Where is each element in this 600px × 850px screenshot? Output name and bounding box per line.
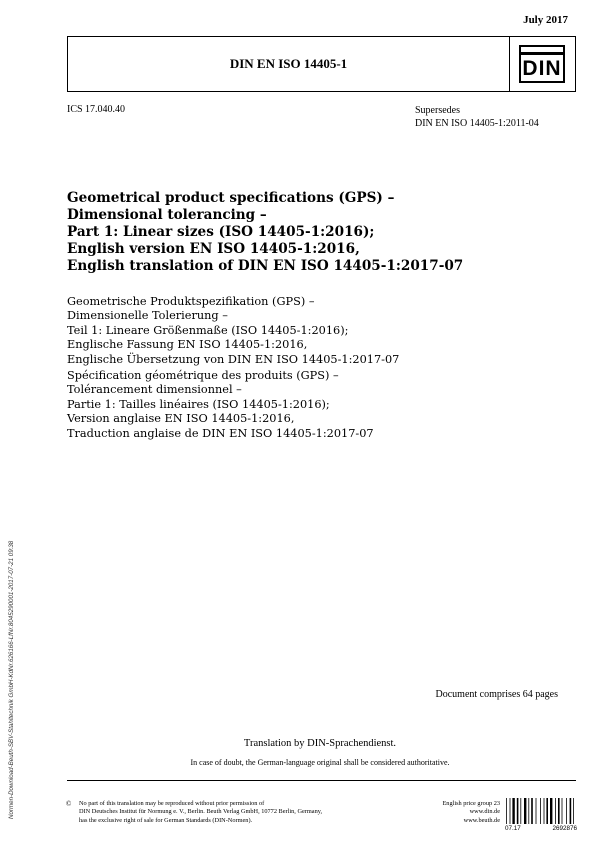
legal-line: DIN Deutsches Institut für Normung e. V., Berlin. Beuth Verlag GmbH, 10772 Berlin, Germany, — [79, 808, 323, 816]
title-line: Dimensional tolerancing – — [67, 207, 267, 223]
beuth-website: www.beuth.de — [463, 816, 500, 824]
barcode-bar — [558, 798, 560, 824]
barcode-bar — [546, 798, 548, 824]
title-line: Geometrical product specifications (GPS) – — [67, 190, 395, 206]
authority-note: In case of doubt, the German-language original shall be considered authoritative. — [190, 758, 450, 767]
barcode-bar — [566, 798, 567, 824]
legal-line: has the exclusive right of sale for German Standards (DIN-Normen). — [79, 816, 253, 824]
barcode-bar — [510, 798, 511, 824]
title-line: English translation of DIN EN ISO 14405-1:2017-07 — [67, 258, 464, 274]
barcode-bar — [528, 798, 529, 824]
title-line: Tolérancement dimensionnel – — [67, 383, 242, 397]
title-line: Englische Übersetzung von DIN EN ISO 14405-1:2017-07 — [67, 352, 400, 366]
title-line: Version anglaise EN ISO 14405-1:2016, — [67, 412, 295, 426]
barcode-numbers — [505, 825, 577, 832]
title-line: Spécification géométrique des produits (GPS) – — [67, 369, 339, 382]
supersedes-value: DIN EN ISO 14405-1:2011-04 — [415, 118, 539, 129]
title-line: Englische Fassung EN ISO 14405-1:2016, — [67, 338, 308, 352]
din-logo-bar — [521, 52, 563, 55]
barcode-bar — [573, 798, 574, 824]
title-english — [67, 190, 567, 275]
barcode-bar — [550, 798, 552, 824]
title-line: Geometrische Produktspezifikation (GPS) – — [67, 295, 315, 308]
footer-divider — [67, 780, 576, 781]
publication-date: July 2017 — [523, 14, 568, 26]
barcode-right-number: 2692876 — [552, 825, 577, 832]
legal-line: No part of this translation may be reproduced without prior permission of — [79, 800, 265, 807]
standard-number: DIN EN ISO 14405-1 — [68, 37, 510, 91]
barcode-bar — [570, 798, 572, 824]
pricing-info — [380, 800, 500, 825]
barcode-bar — [544, 798, 545, 824]
din-website: www.din.de — [469, 808, 500, 816]
din-logo — [519, 45, 565, 83]
title-line: Traduction anglaise de DIN EN ISO 14405-1:2017-07 — [67, 426, 374, 440]
din-logo-text: DIN — [522, 56, 562, 80]
title-line: Teil 1: Lineare Größenmaße (ISO 14405-1:2016); — [67, 323, 349, 337]
title-line: Partie 1: Tailles linéaires (ISO 14405-1:2016); — [67, 397, 330, 411]
translation-credit: Translation by DIN-Sprachendienst. — [243, 738, 397, 749]
barcode-left-number: 07.17 — [505, 825, 521, 832]
barcode-bar — [536, 798, 537, 824]
page-count: Document comprises 64 pages — [435, 689, 558, 700]
title-line: Dimensionelle Tolerierung – — [67, 309, 228, 323]
barcode-bar — [555, 798, 556, 824]
legal-notice — [79, 800, 379, 825]
barcode-bar — [524, 798, 526, 824]
download-side-note: Normen-Download-Beuth-SBV-Stahltechnik GmbH-KdNr.626166-LfNr.8045290001-2017-07-21 09:38 — [8, 540, 15, 819]
barcode-bar — [512, 798, 514, 824]
supersedes-label: Supersedes — [415, 105, 460, 116]
title-german — [67, 295, 567, 367]
barcode-bar — [562, 798, 563, 824]
barcode — [505, 798, 577, 824]
title-line: English version EN ISO 14405-1:2016, — [67, 241, 360, 257]
price-group: English price group 23 — [442, 800, 500, 807]
title-french — [67, 369, 567, 441]
barcode-bar — [506, 798, 507, 824]
supersedes-block — [415, 104, 539, 130]
barcode-bar — [520, 798, 521, 824]
barcode-bar — [540, 798, 541, 824]
title-line: Part 1: Linear sizes (ISO 14405-1:2016); — [67, 224, 375, 240]
header-frame — [67, 36, 576, 92]
ics-code: ICS 17.040.40 — [67, 104, 126, 115]
copyright-symbol: © — [66, 800, 72, 808]
barcode-bar — [531, 798, 533, 824]
barcode-bar — [517, 798, 519, 824]
